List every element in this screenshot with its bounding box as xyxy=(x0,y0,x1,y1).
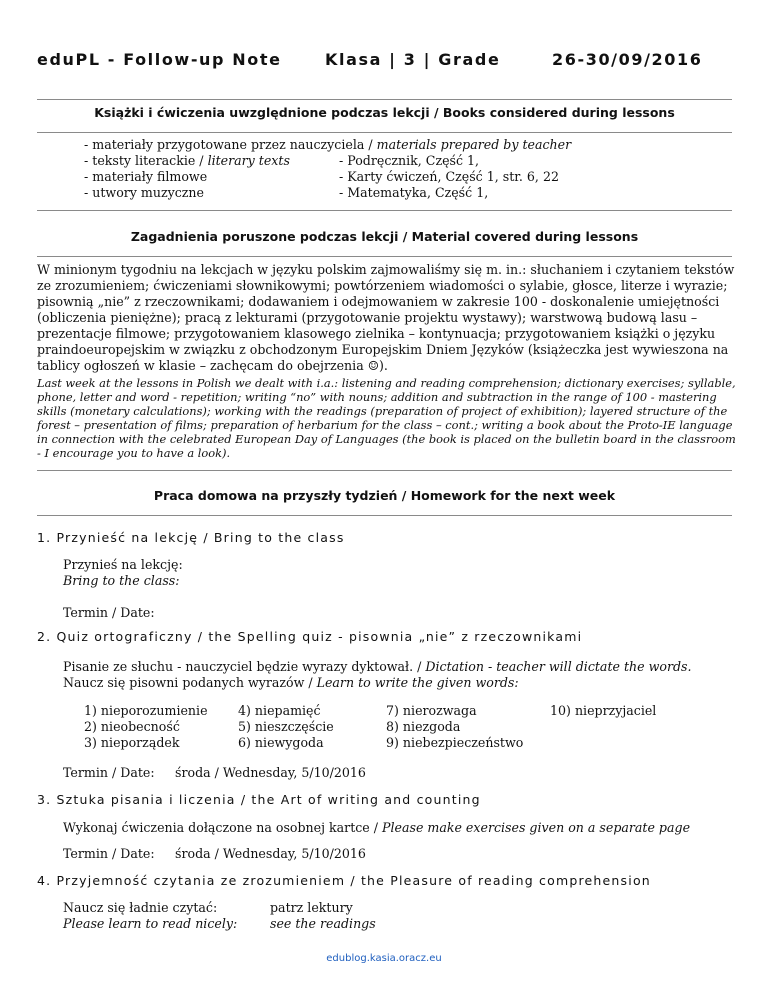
divider xyxy=(37,470,732,471)
word-list-item: 7) nierozwaga xyxy=(386,703,477,718)
line-pl: Wykonaj ćwiczenia dołączone na osobnej kartce / xyxy=(63,820,383,835)
divider xyxy=(37,515,732,516)
exercise-line xyxy=(63,820,690,836)
grade-label: Klasa | 3 | Grade xyxy=(325,50,501,69)
material-text-en: Last week at the lessons in Polish we dealt with i.a.: listening and reading comprehension; dictionary exercises; syllable, phone, letter and word - repetition; writing “no” with nouns; addition and subtraction in the range of 100 - mastering skills (monetary calculations); working with the readings (preparation of project of exhibition); layered structure of the forest – presentation of films; preparation of herbarium for the class – cont.; writing a book about the Proto-IE language in connection with the celebrated European Day of Languages (the book is placed on the bulletin board in the classroom - I encourage you to have a look). xyxy=(37,376,736,460)
line-pl: Naucz się pisowni podanych wyrazów / xyxy=(63,675,317,690)
date-range: 26-30/09/2016 xyxy=(552,50,703,69)
word-list-item: 6) niewygoda xyxy=(238,735,324,750)
word-list-item: 10) nieprzyjaciel xyxy=(550,703,657,718)
learn-line xyxy=(63,675,519,691)
reading-line-pl: Naucz się ładnie czytać: xyxy=(63,900,218,915)
books-heading: Książki i ćwiczenia uwzględnione podczas lekcji / Books considered during lessons xyxy=(94,105,675,120)
line-pl: Pisanie ze słuchu - nauczyciel będzie wyrazy dyktował. / xyxy=(63,659,426,674)
line-en: Please make exercises given on a separate page xyxy=(382,820,691,835)
word-list-item: 4) niepamięć xyxy=(238,703,321,718)
deadline-value: środa / Wednesday, 5/10/2016 xyxy=(175,846,366,861)
deadline-label: Termin / Date: xyxy=(63,846,155,861)
line-en: Dictation - teacher will dictate the words. xyxy=(425,659,692,674)
books-right-item: - Matematyka, Część 1, xyxy=(339,185,489,200)
homework-item-2-title: 2. Quiz ortograficzny / the Spelling quiz - pisownia „nie” z rzeczownikami xyxy=(37,629,583,644)
books-right-item: - Podręcznik, Część 1, xyxy=(339,153,480,168)
books-left-item xyxy=(84,153,290,169)
divider xyxy=(37,210,732,211)
deadline-value: środa / Wednesday, 5/10/2016 xyxy=(175,765,366,780)
word-list-item: 3) nieporządek xyxy=(84,735,180,750)
reading-ref-pl: patrz lektury xyxy=(270,900,353,915)
word-list-item: 5) nieszczęście xyxy=(238,719,334,734)
reading-line-en: Please learn to read nicely: xyxy=(63,916,238,931)
line-en: Learn to write the given words: xyxy=(316,675,519,690)
word-list-item: 8) niezgoda xyxy=(386,719,461,734)
homework-item-1-title: 1. Przynieść na lekcję / Bring to the class xyxy=(37,530,345,545)
bring-line-en: Bring to the class: xyxy=(63,573,180,588)
divider xyxy=(37,132,732,133)
word-list-item: 2) nieobecność xyxy=(84,719,180,734)
homework-item-3-title: 3. Sztuka pisania i liczenia / the Art of writing and counting xyxy=(37,792,481,807)
document-title: eduPL - Follow-up Note xyxy=(37,50,282,69)
word-list-item: 1) nieporozumienie xyxy=(84,703,208,718)
deadline-label: Termin / Date: xyxy=(63,605,155,620)
footer-link[interactable]: edublog.kasia.oracz.eu xyxy=(326,953,442,964)
item-text-en: materials prepared by teacher xyxy=(376,137,572,152)
dictation-line xyxy=(63,659,692,675)
books-left-item: - utwory muzyczne xyxy=(84,185,204,200)
item-text-en: literary texts xyxy=(207,153,290,168)
divider xyxy=(37,99,732,100)
item-text: - teksty literackie / xyxy=(84,153,208,168)
homework-item-4-title: 4. Przyjemność czytania ze zrozumieniem / the Pleasure of reading comprehension xyxy=(37,873,651,888)
material-heading: Zagadnienia poruszone podczas lekcji / Material covered during lessons xyxy=(130,229,639,244)
deadline-label: Termin / Date: xyxy=(63,765,155,780)
books-left-item xyxy=(84,137,571,153)
material-text-pl: W minionym tygodniu na lekcjach w języku polskim zajmowaliśmy się m. in.: słuchaniem i czytaniem tekstów ze zrozumieniem; ćwiczeniami słownikowymi; powtórzeniem wiadomości o sylabie, głosce, literze i wyrazie; pisownią „nie” z rzeczownikami; dodawaniem i odejmowaniem w zakresie 100 - doskonalenie umiejętności (obliczenia pieniężne); pracą z lekturami (przygotowanie projektu wystawy); warstwową budową lasu – prezentacje filmowe; przygotowaniem klasowego zielnika – kontynuacja; przygotowaniem książki o języku praindoeuropejskim w związku z obchodzonym Europejskim Dniem Języków (książeczka jest wywieszona na tablicy ogłoszeń w klasie – zachęcam do obejrzenia ☺). xyxy=(37,262,735,373)
homework-heading: Praca domowa na przyszły tydzień / Homework for the next week xyxy=(153,488,616,503)
books-right-item: - Karty ćwiczeń, Część 1, str. 6, 22 xyxy=(339,169,559,184)
books-left-item: - materiały filmowe xyxy=(84,169,208,184)
divider xyxy=(37,256,732,257)
item-text: - materiały przygotowane przez nauczyciela / xyxy=(84,137,377,152)
reading-ref-en: see the readings xyxy=(270,916,376,931)
bring-line-pl: Przynieś na lekcję: xyxy=(63,557,183,572)
word-list-item: 9) niebezpieczeństwo xyxy=(386,735,524,750)
